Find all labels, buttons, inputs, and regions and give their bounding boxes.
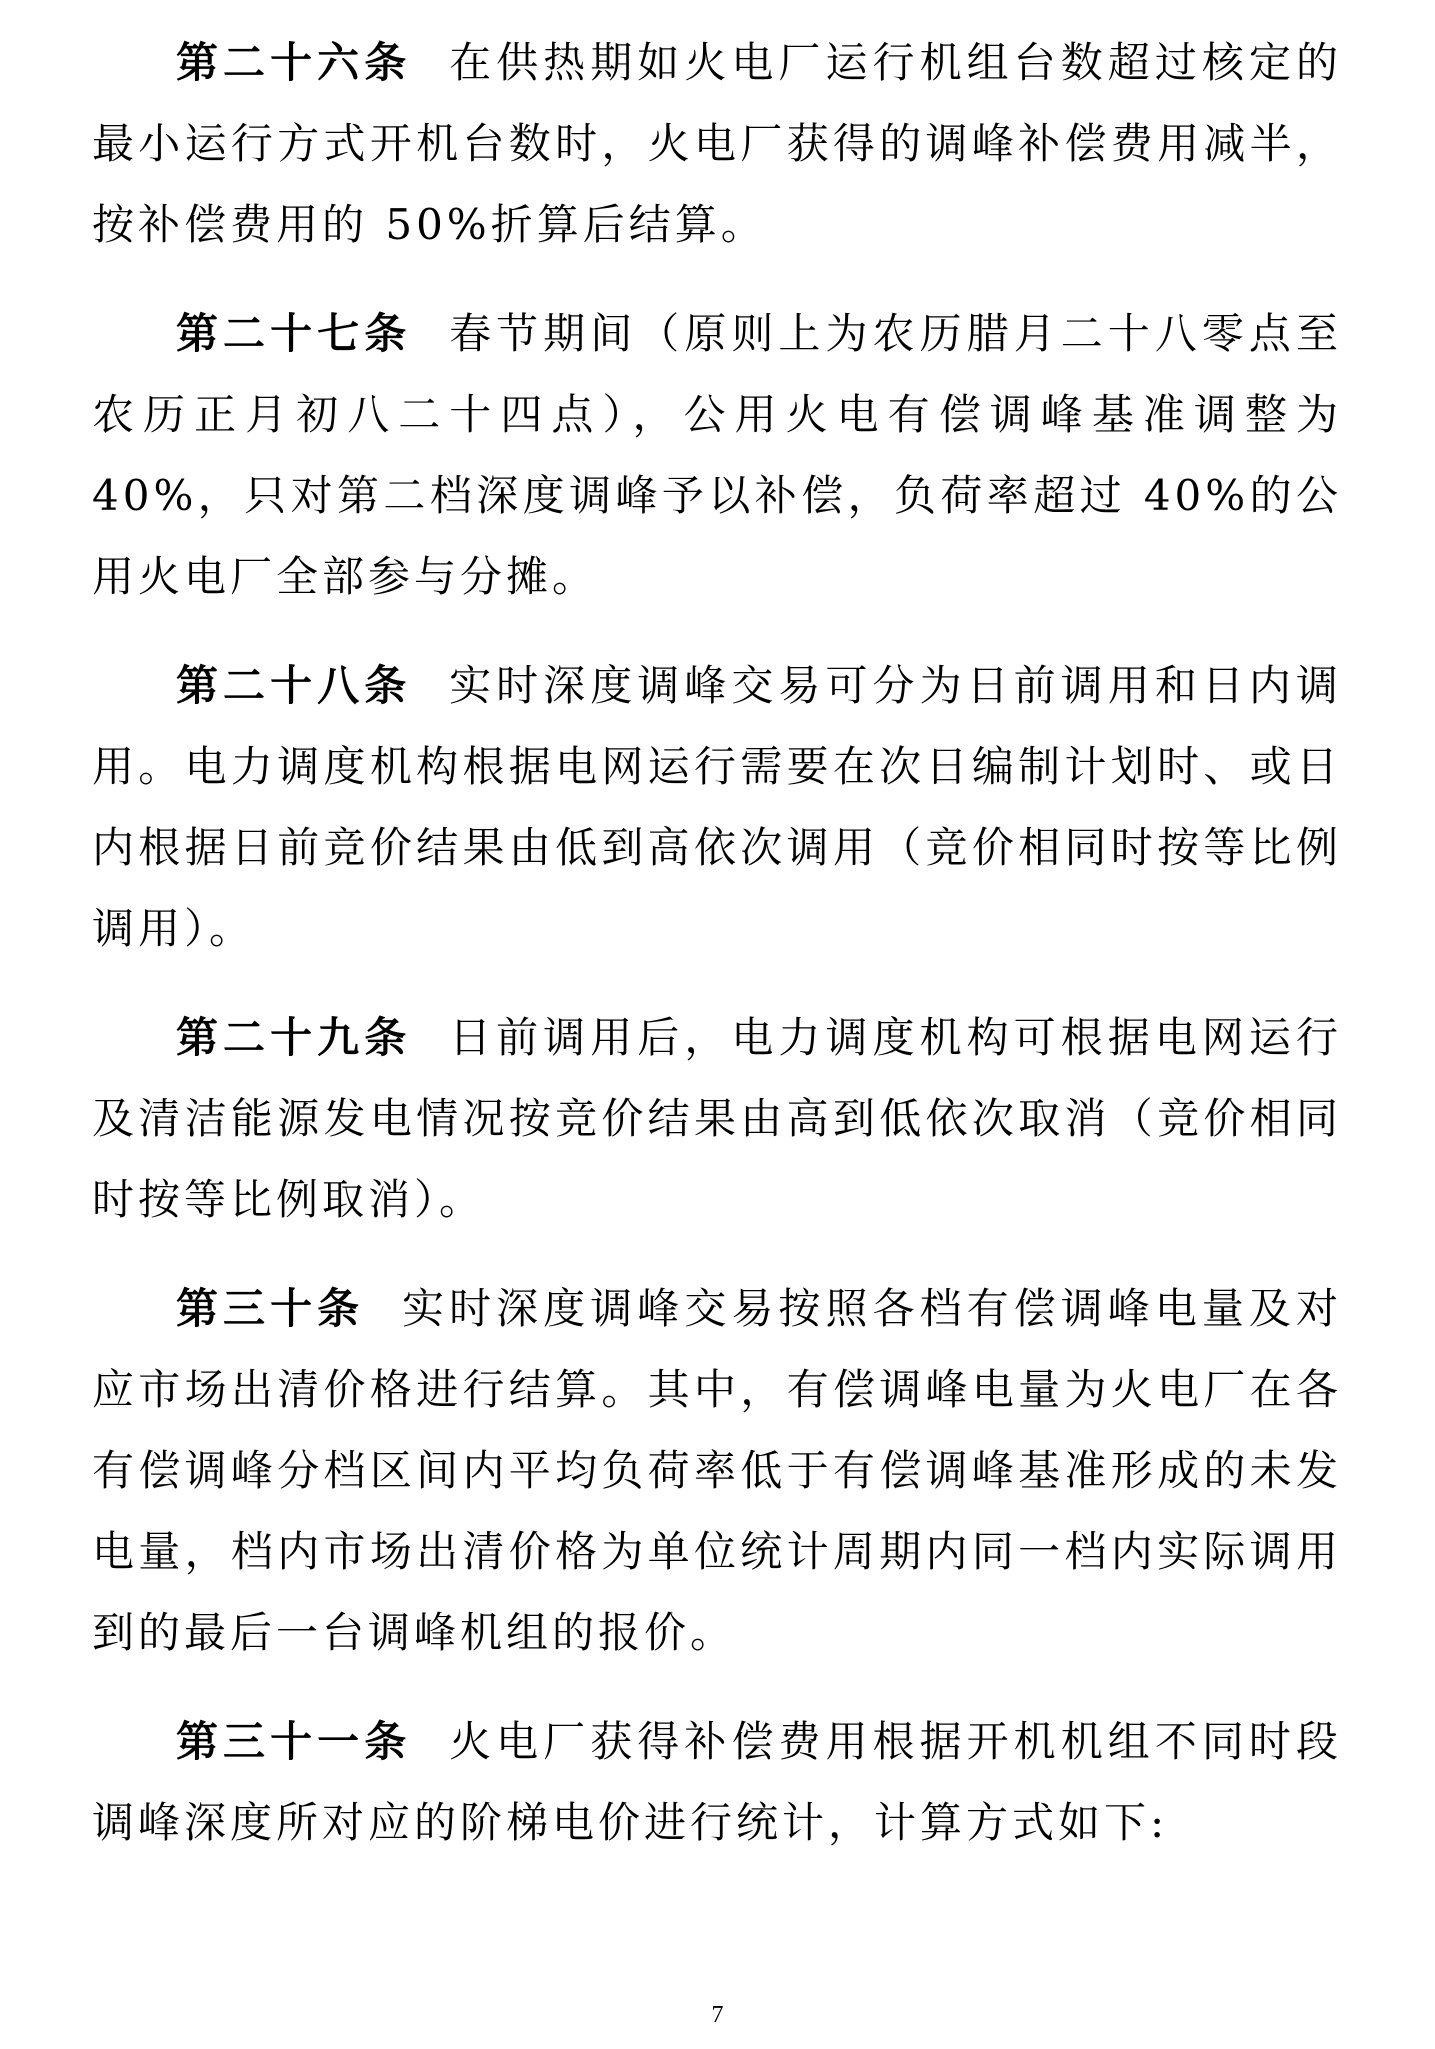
article-title: 第三十条 <box>176 1284 365 1333</box>
article-29 <box>92 997 1342 1240</box>
article-title: 第二十八条 <box>176 661 412 710</box>
article-text: 春节期间（原则上为农历腊月二十八零点至农历正月初八二十四点），公用火电有偿调峰基准调整为 40%，只对第二档深度调峰予以补偿，负荷率超过 40%的公用火电厂全部参与分摊。 <box>92 309 1342 601</box>
article-30 <box>92 1268 1342 1673</box>
article-title: 第二十六条 <box>176 38 412 87</box>
article-title: 第二十九条 <box>176 1013 412 1062</box>
article-26 <box>92 22 1342 265</box>
article-text: 实时深度调峰交易按照各档有偿调峰电量及对应市场出清价格进行结算。其中，有偿调峰电量为火电厂在各有偿调峰分档区间内平均负荷率低于有偿调峰基准形成的未发电量，档内市场出清价格为单位统计周期内同一档内实际调用到的最后一台调峰机组的报价。 <box>92 1284 1342 1657</box>
article-text: 在供热期如火电厂运行机组台数超过核定的最小运行方式开机台数时，火电厂获得的调峰补偿费用减半，按补偿费用的 50%折算后结算。 <box>92 38 1342 249</box>
article-28 <box>92 645 1342 969</box>
article-31 <box>92 1701 1342 1863</box>
article-text: 日前调用后，电力调度机构可根据电网运行及清洁能源发电情况按竞价结果由高到低依次取消（竞价相同时按等比例取消）。 <box>92 1013 1342 1224</box>
article-27 <box>92 293 1342 617</box>
article-text: 火电厂获得补偿费用根据开机机组不同时段调峰深度所对应的阶梯电价进行统计，计算方式如下: <box>92 1717 1342 1847</box>
article-title: 第三十一条 <box>176 1717 412 1766</box>
article-title: 第二十七条 <box>176 309 412 358</box>
page-number: 7 <box>711 2002 724 2028</box>
article-text: 实时深度调峰交易可分为日前调用和日内调用。电力调度机构根据电网运行需要在次日编制计划时、或日内根据日前竞价结果由低到高依次调用（竞价相同时按等比例调用）。 <box>92 661 1342 953</box>
document-page <box>92 22 1342 1891</box>
